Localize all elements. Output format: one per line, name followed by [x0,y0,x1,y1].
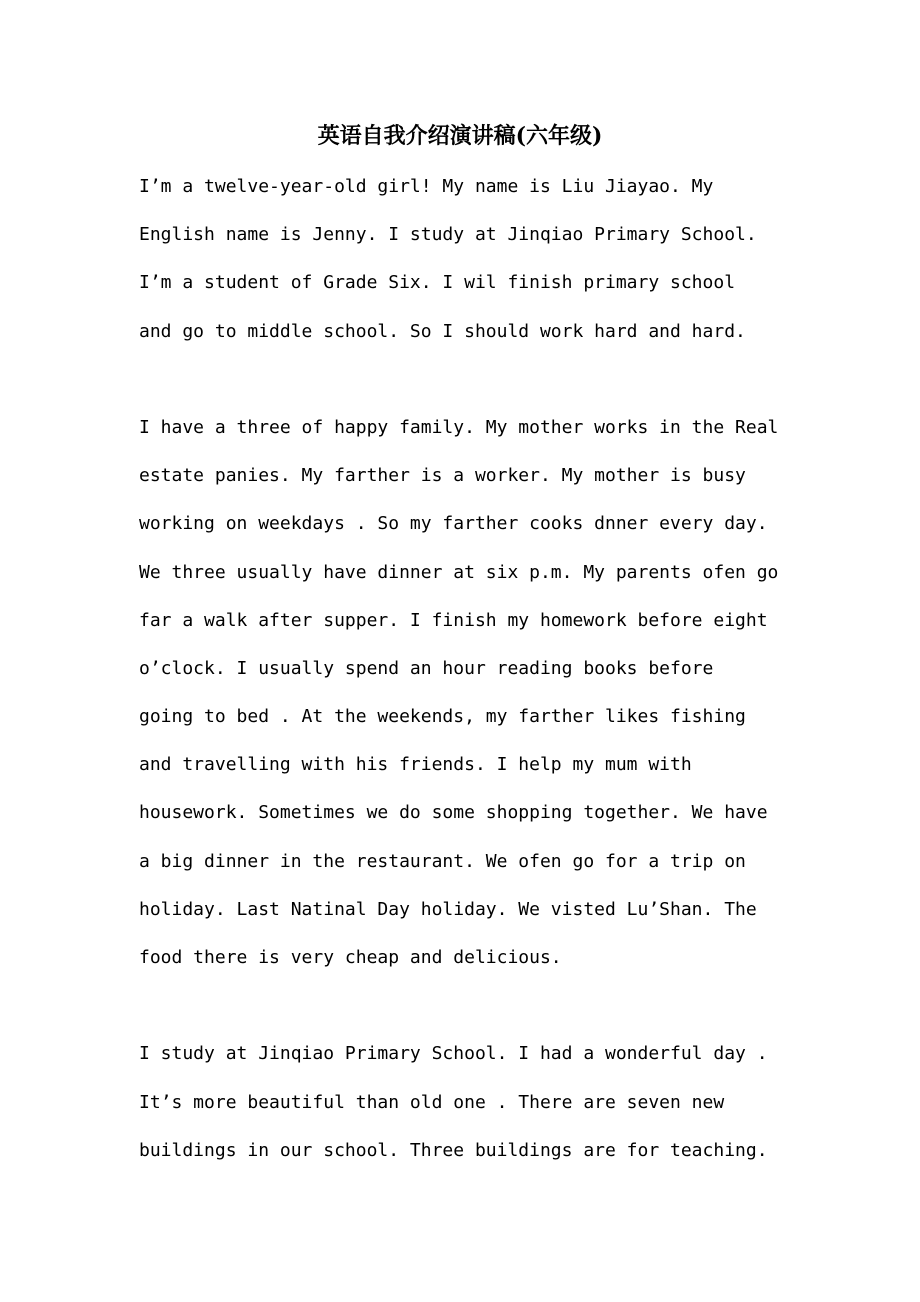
text-line: working on weekdays . So my farther cooks dnner every day. [139,513,768,535]
text-line: I study at Jinqiao Primary School. I had a wonderful day . [139,1043,768,1065]
text-line: and go to middle school. So I should work hard and hard. [139,320,746,342]
paragraph-gap [139,356,799,404]
text-line: o’clock. I usually spend an hour reading books before [139,657,714,679]
text-line: going to bed . At the weekends, my farther likes fishing [139,706,746,728]
text-line: I’m a twelve-year-old girl! My name is Liu Jiayao. My [139,176,714,197]
text-line: estate panies. My farther is a worker. My mother is busy [139,465,746,487]
text-line: It’s more beautiful than old one . There are seven new [139,1091,725,1113]
text-line: I’m a student of Grade Six. I wil finish primary school [139,272,736,294]
paragraph-gap [139,982,799,1030]
paragraph-3 [139,1030,799,1175]
text-line: holiday. Last Natinal Day holiday. We visted Lu’Shan. The [139,898,757,920]
text-line: buildings in our school. Three buildings are for teaching. [139,1139,768,1161]
text-line: food there is very cheap and delicious. [139,947,562,968]
paragraph-1 [139,163,799,356]
text-line: English name is Jenny. I study at Jinqiao Primary School. [139,224,757,246]
paragraph-2 [139,404,799,982]
text-line: I have a three of happy family. My mother works in the Real [139,416,779,438]
page-title: 英语自我介绍演讲稿(六年级) [317,123,603,149]
document-body [139,163,799,1175]
text-line: and travelling with his friends. I help my mum with [139,754,692,776]
text-line: housework. Sometimes we do some shopping together. We have [139,802,768,824]
text-line: We three usually have dinner at six p.m. My parents ofen go [139,561,779,583]
text-line: a big dinner in the restaurant. We ofen go for a trip on [139,850,746,872]
text-line: far a walk after supper. I finish my homework before eight [139,609,768,631]
